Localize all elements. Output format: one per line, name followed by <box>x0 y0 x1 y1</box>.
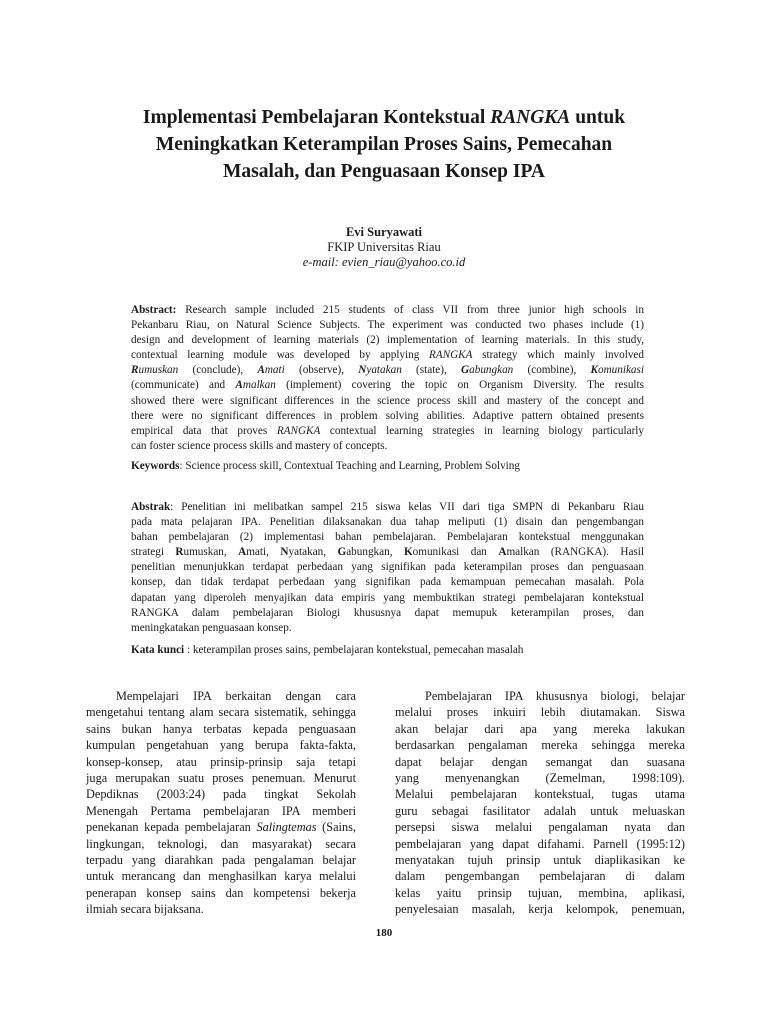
body-term-salingtemas: Salingtemas <box>256 820 317 835</box>
abstrak-line: meningkatakan penguasaan konsep. <box>131 621 292 634</box>
body-line: kumpulan pengetahuan yang berupa fakta-fakta, <box>86 738 356 753</box>
keywords-label: Keywords <box>131 460 180 472</box>
abstrak-letter: R <box>175 546 184 559</box>
body-column-left <box>86 688 356 918</box>
abstract-line <box>131 424 644 439</box>
abstract-term: malkan <box>242 379 276 392</box>
author-affiliation: FKIP Universitas Riau <box>327 240 441 254</box>
body-line: untuk merancang dan menghasilkan karya melalui <box>86 869 356 884</box>
abstract-letter: R <box>131 364 139 377</box>
body-line: Pembelajaran IPA khususnya biologi, belajar <box>425 689 685 703</box>
abstrak-letter: N <box>280 546 289 559</box>
abstract-text: contextual learning module was developed by applying <box>131 349 429 362</box>
abstract-letter: N <box>358 364 367 377</box>
abstrak-text: abungkan, <box>346 546 404 559</box>
keywords-indonesian <box>131 643 644 658</box>
body-line: lingkungan, teknologi, dan masyarakat) secara <box>86 836 356 851</box>
abstract-text: (observe), <box>284 364 359 377</box>
kata-kunci-text: : keterampilan proses sains, pembelajaran kontekstual, pemecahan masalah <box>184 644 524 656</box>
abstract-text: strategy which mainly involved <box>472 349 644 362</box>
body-line: penyelesaian masalah, kerja kelompok, penemuan, <box>395 902 685 917</box>
body-line: sains bukan hanya terbatas kepada penguasaan <box>86 721 356 736</box>
author-name: Evi Suryawati <box>345 225 423 239</box>
abstract-line: showed there were significant differences in the science process skill and mastery of the concept and <box>131 394 644 407</box>
author-block <box>184 225 584 270</box>
page-number: 180 <box>375 927 393 939</box>
article-title <box>110 104 658 185</box>
abstract-text: Research sample included 215 students of class VII from three junior high schools in <box>176 304 644 316</box>
abstract-letter: G <box>461 364 470 377</box>
title-rangka: RANGKA <box>490 107 571 128</box>
body-text: penekanan kepada pembelajaran <box>86 820 257 835</box>
body-line: Menengah Pertama pembelajaran IPA memberi <box>86 803 356 818</box>
abstract-line <box>131 363 644 378</box>
abstrak-line: RANGKA dalam pembelajaran Biologi khususnya dapat memupuk keterampilan proses, dan <box>131 606 644 619</box>
abstrak-line <box>131 500 644 515</box>
abstract-term: umuskan <box>138 364 179 377</box>
abstract-text: empirical data that proves <box>131 424 277 437</box>
abstract-text: (state), <box>401 364 462 377</box>
abstract-english <box>131 303 644 454</box>
abstract-term: abungkan <box>469 364 514 377</box>
kata-kunci-label: Kata kunci <box>131 644 185 656</box>
body-line: konsep-konsep, atau prinsip-prinsip saja tetapi <box>86 754 356 769</box>
abstract-term: omunikasi <box>598 364 644 377</box>
title-line-2: Meningkatkan Keterampilan Proses Sains, Pemecahan <box>155 134 613 155</box>
title-line-1 <box>110 104 658 131</box>
abstrak-text: mati, <box>246 546 281 559</box>
abstract-line <box>131 378 644 393</box>
abstrak-letter: K <box>403 546 413 559</box>
abstrak-label: Abstrak <box>131 501 171 513</box>
body-line: Depdiknas (2003:24) pada tingkat Sekolah <box>86 787 356 802</box>
body-line: juga merupakan suatu proses penemuan. Menurut <box>86 771 356 786</box>
abstrak-line: pada mata pelajaran IPA. Penelitian dilaksanakan dua tahap meliputi (1) disain dan pengembangan <box>131 516 644 529</box>
abstract-text: (combine), <box>513 364 591 377</box>
body-line: kelas yaitu prinsip tujuan, membina, aplikasi, <box>395 885 685 900</box>
abstract-label: Abstract: <box>131 304 177 316</box>
abstrak-text: strategi <box>131 546 176 559</box>
abstract-line: design and development of learning materials (2) implementation of learning materials. In this study, <box>131 334 644 347</box>
author-email: e-mail: evien_riau@yahoo.co.id <box>302 255 466 269</box>
keywords-english <box>131 459 644 474</box>
body-line: Mempelajari IPA berkaitan dengan cara <box>116 689 356 703</box>
abstrak-line <box>131 545 644 560</box>
abstrak-text: omunikasi dan <box>412 546 499 559</box>
abstrak-line: bahan pembelajaran (2) implementasi bahan pembelajaran. Pembelajaran kontekstual menggunakan <box>131 531 644 544</box>
abstract-text: (implement) covering the topic on Organism Diversity. The results <box>275 379 644 392</box>
body-line: terpadu yang diarahkan pada pengalaman belajar <box>86 853 356 868</box>
abstrak-text: malkan (RANGKA). Hasil <box>506 546 644 559</box>
title-text: untuk <box>570 107 626 128</box>
body-line: guru sebagai fasilitator adalah untuk meluaskan <box>395 803 685 818</box>
abstrak-text: umuskan, <box>183 546 239 559</box>
body-line: menyatakan tujuh prinsip untuk diaplikasikan ke <box>395 853 685 868</box>
body-line: ilmiah secara bijaksana. <box>86 902 204 917</box>
body-line: dapat belajar dengan semangat dan suasana <box>395 754 685 769</box>
abstract-line: there were no significant differences in problem solving abilities. Adaptive pattern obtained presents <box>131 409 644 422</box>
body-line: akan belajar dari apa yang mereka lakukan <box>395 721 685 736</box>
abstract-term: yatakan <box>366 364 402 377</box>
title-line-3: Masalah, dan Penguasaan Konsep IPA <box>223 161 545 182</box>
abstract-letter: A <box>257 364 265 377</box>
abstract-rangka: RANGKA <box>428 349 473 362</box>
body-line: dalam pengembangan pembelajaran di dalam <box>395 869 685 884</box>
keywords-text: : Science process skill, Contextual Teaching and Learning, Problem Solving <box>179 460 520 472</box>
abstrak-letter: A <box>498 546 507 559</box>
abstrak-line: konsep, dan tidak terdapat perbedaan yang signifikan pada kemampuan pemecahan masalah. Pola <box>131 576 644 589</box>
body-line: melalui proses inkuiri lebih diutamakan. Siswa <box>395 705 685 720</box>
abstract-line <box>131 348 644 363</box>
body-column-right <box>395 688 685 918</box>
body-line: penerapan konsep sains dan kompetensi bekerja <box>86 885 356 900</box>
body-line: mengetahui tentang alam secara sistematik, sehingga <box>86 705 356 720</box>
abstract-text: contextual learning strategies in learning biology particularly <box>320 424 644 437</box>
abstrak-letter: A <box>238 546 247 559</box>
body-line: Melalui pembelajaran kontekstual, tugas utama <box>395 787 685 802</box>
abstract-line <box>131 303 644 318</box>
abstrak-line: dapatan yang diperoleh menyajikan data empiris yang membuktikan strategi pembelajaran kontekstual <box>131 591 644 604</box>
abstract-indonesian <box>131 500 644 636</box>
abstrak-line: penelitian menunjukkan terdapat perbedaan yang signifikan pada keterampilan proses dan penguasaan <box>131 561 644 574</box>
abstrak-text: yatakan, <box>288 546 338 559</box>
abstract-text: (conclude), <box>178 364 258 377</box>
abstract-line: can foster science process skills and mastery of concepts. <box>131 439 388 452</box>
abstract-text: (communicate) and <box>131 379 236 392</box>
body-text: (Sains, <box>316 820 356 835</box>
abstrak-letter: G <box>337 546 347 559</box>
abstract-rangka: RANGKA <box>276 424 321 437</box>
title-text: Implementasi Pembelajaran Kontekstual <box>142 107 491 128</box>
abstract-letter: K <box>590 364 598 377</box>
body-line: berdasarkan pengalaman mereka sehingga mereka <box>395 738 685 753</box>
body-line <box>86 819 356 835</box>
body-line: persepsi siswa melalui pengalaman nyata dan <box>395 820 685 835</box>
body-line: pembelajaran yang dapat difahami. Parnell (1995:12) <box>395 836 685 851</box>
body-line: yang menyenangkan (Zemelman, 1998:109). <box>395 771 685 786</box>
abstrak-text: : Penelitian ini melibatkan sampel 215 siswa kelas VII dari tiga SMPN di Pekanbaru Riau <box>170 501 644 513</box>
abstract-line: Pekanbaru Riau, on Natural Science Subjects. The experiment was conducted two phases include (1) <box>131 319 644 332</box>
abstract-letter: A <box>235 379 243 392</box>
abstract-term: mati <box>264 364 285 377</box>
